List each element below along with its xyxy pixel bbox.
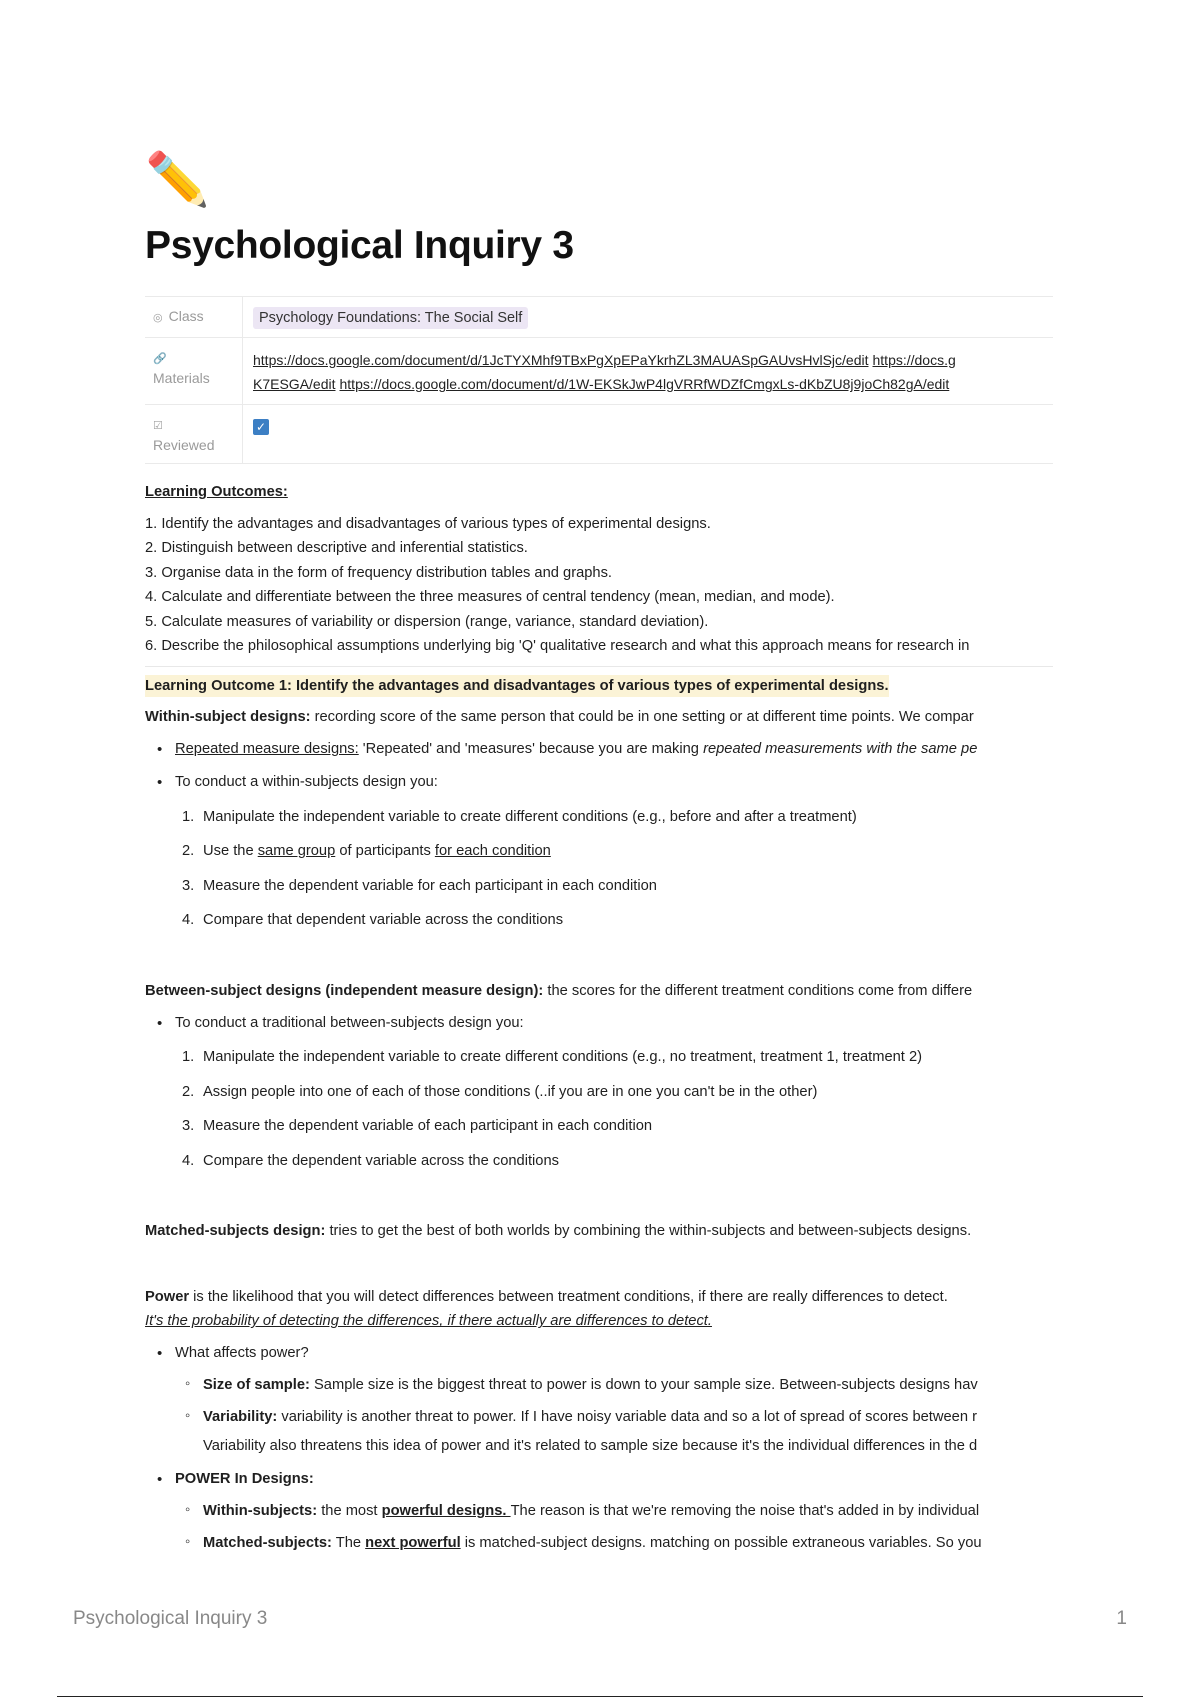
list-item: ◦ Variability: variability is another threat to power. If I have noisy variable data and so a lot of spread of scores between r	[145, 1407, 1053, 1428]
property-label-reviewed: ☑ Reviewed	[145, 405, 243, 464]
list-item: • Repeated measure designs: 'Repeated' and 'measures' because you are making repeated measurements with the same pe	[145, 739, 1053, 760]
power-factors	[145, 1375, 1053, 1428]
power-bullets	[145, 1343, 1053, 1554]
property-label-materials: 🔗 Materials	[145, 338, 243, 405]
variability-continuation: Variability also threatens this idea of power and it's related to sample size because it's the individual differences in the d	[203, 1438, 978, 1455]
link-icon: 🔗	[153, 353, 167, 365]
list-item: 4. Compare that dependent variable across the conditions	[182, 912, 564, 929]
checkbox-property-icon: ☑	[153, 420, 163, 432]
within-steps	[145, 807, 1053, 932]
list-item: 1. Identify the advantages and disadvantages of various types of experimental designs.	[145, 516, 711, 532]
lo1-heading: Learning Outcome 1: Identify the advantages and disadvantages of various types of experimental designs.	[145, 675, 889, 697]
list-item: 3. Organise data in the form of frequency distribution tables and graphs.	[145, 564, 613, 581]
within-subject-paragraph: Within-subject designs: recording score of the same person that could be in one setting or at different time points. We compar	[145, 709, 974, 726]
learning-outcomes-heading: Learning Outcomes:	[145, 484, 288, 500]
list-item: • POWER In Designs: ◦ Within-subjects: the most powerful designs. The reason is that we're removing the noise that's added in by individual ◦ Matched-subjects: The next powerful is matched-subject designs. matching on possible extraneous variables. So you	[145, 1469, 1053, 1554]
power-designs-list	[145, 1501, 1053, 1554]
list-item: ◦ Within-subjects: the most powerful designs. The reason is that we're removing the noise that's added in by individual	[145, 1501, 1053, 1522]
list-item: 2. Use the same group of participants for each condition	[182, 843, 551, 860]
page-footer	[73, 1608, 1127, 1630]
list-item: 2. Assign people into one of each of those conditions (..if you are in one you can't be in the other)	[182, 1083, 818, 1100]
material-link[interactable]: https://docs.google.com/document/d/1W-EKSkJwP4lgVRRfWDZfCmgxLs-dKbZU8j9joCh82gA/edit	[339, 376, 950, 392]
divider	[145, 666, 1053, 667]
matched-subjects-paragraph: Matched-subjects design: tries to get the best of both worlds by combining the within-subjects and between-subjects designs.	[145, 1223, 972, 1240]
list-item: • To conduct a traditional between-subjects design you:	[145, 1013, 1053, 1034]
class-property-icon: ◎	[153, 312, 163, 324]
material-link[interactable]: https://docs.google.com/document/d/1JcTYXMhf9TBxPgXpEPaYkrhZL3MAUASpGAUvsHvlSjc/edit	[253, 352, 869, 368]
list-item: ◦ Size of sample: Sample size is the biggest threat to power is down to your sample size. Between-subjects designs hav	[145, 1375, 1053, 1396]
list-item: 4. Compare the dependent variable across the conditions	[182, 1152, 559, 1169]
list-item: 3. Measure the dependent variable of each participant in each condition	[182, 1118, 653, 1135]
document-page	[145, 150, 1053, 1566]
materials-links	[243, 338, 1054, 405]
class-tag[interactable]: Psychology Foundations: The Social Self	[253, 307, 528, 329]
page-content	[145, 474, 1053, 1566]
power-definition: It's the probability of detecting the differences, if there actually are differences to detect.	[145, 1313, 712, 1330]
list-item: • To conduct a within-subjects design you:	[145, 772, 1053, 793]
bottom-rule	[57, 1696, 1143, 1697]
page-title: Psychological Inquiry 3	[145, 224, 574, 267]
pencil-icon: ✏️	[145, 151, 210, 209]
footer-title: Psychological Inquiry 3	[73, 1608, 268, 1629]
property-label-class: ◎ Class	[145, 297, 243, 338]
list-item: 6. Describe the philosophical assumptions underlying big 'Q' qualitative research and what this approach means for research in	[145, 638, 970, 655]
between-subject-paragraph: Between-subject designs (independent measure design): the scores for the different treatment conditions come from differe	[145, 982, 973, 999]
page-number: 1	[1116, 1608, 1127, 1629]
material-link[interactable]: K7ESGA/edit	[253, 376, 336, 392]
list-item: 1. Manipulate the independent variable to create different conditions (e.g., before and after a treatment)	[182, 808, 857, 825]
list-item: 1. Manipulate the independent variable to create different conditions (e.g., no treatment, treatment 1, treatment 2)	[182, 1049, 923, 1066]
property-row-reviewed	[145, 405, 1053, 464]
list-item: 3. Measure the dependent variable for each participant in each condition	[182, 877, 657, 894]
list-item: 5. Calculate measures of variability or dispersion (range, variance, standard deviation).	[145, 613, 709, 630]
list-item: ◦ Matched-subjects: The next powerful is matched-subject designs. matching on possible extraneous variables. So you	[145, 1533, 1053, 1554]
property-row-class	[145, 297, 1053, 338]
property-row-materials	[145, 338, 1053, 405]
reviewed-checkbox[interactable]: ✓	[253, 419, 269, 435]
list-item: • What affects power? ◦ Size of sample: Sample size is the biggest threat to power is down to your sample size. Between-subjects designs hav ◦ Variability: variability is another threat to power. If I have noisy variable data and so a lot of spread of scores between r Variability also threatens this idea of power and it's related to sample size because it's the individual differences in the d	[145, 1343, 1053, 1457]
properties-table	[145, 296, 1053, 464]
learning-outcomes-list	[145, 512, 1053, 658]
material-link[interactable]: https://docs.g	[872, 352, 956, 368]
list-item: 4. Calculate and differentiate between the three measures of central tendency (mean, median, and mode).	[145, 589, 835, 606]
between-bullets	[145, 1013, 1053, 1034]
power-paragraph: Power is the likelihood that you will detect differences between treatment conditions, if there are really differences to detect.	[145, 1289, 948, 1306]
between-steps	[145, 1047, 1053, 1172]
list-item: 2. Distinguish between descriptive and inferential statistics.	[145, 540, 528, 557]
within-bullets	[145, 739, 1053, 793]
